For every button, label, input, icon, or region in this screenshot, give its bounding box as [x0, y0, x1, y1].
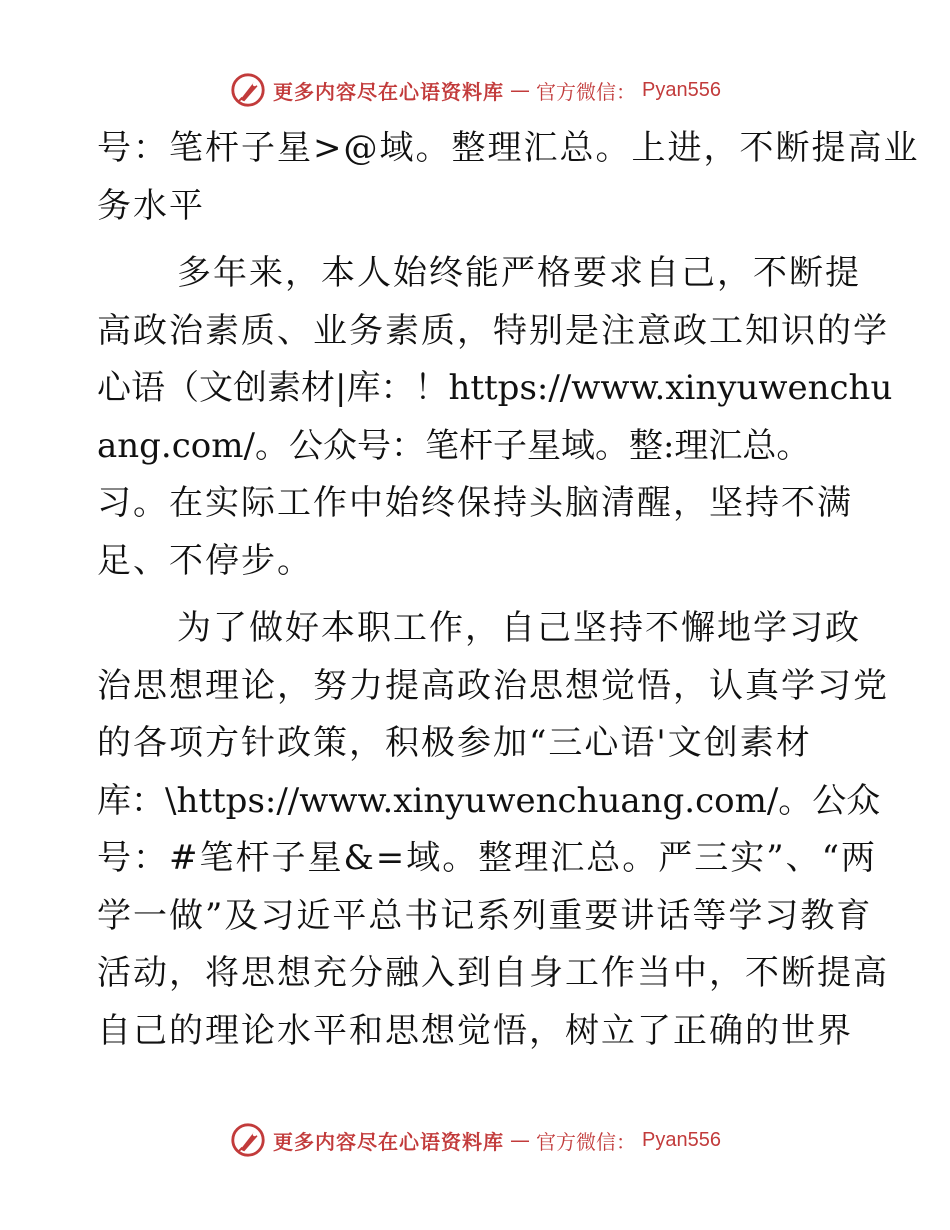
banner-wechat-id: Pyan556 — [642, 78, 721, 101]
text-line: 自己的理论水平和思想觉悟，树立了正确的世界 — [97, 1010, 853, 1051]
banner-wechat-id: Pyan556 — [642, 1128, 721, 1151]
text-line: 高政治素质、业务素质，特别是注意政工知识的学 — [97, 310, 889, 351]
text-line: 习。在实际工作中始终保持头脑清醒，坚持不满 — [97, 483, 853, 523]
footer-banner — [0, 1120, 950, 1160]
text-line: 为了做好本职工作，自己坚持不懈地学习政 — [177, 608, 861, 648]
banner-separator: — — [510, 1128, 531, 1152]
banner-brand-text: 更多内容尽在心语资料库 — [273, 1129, 505, 1154]
text-line: 活动，将思想充分融入到自身工作当中，不断提高 — [97, 953, 889, 993]
paragraph — [97, 600, 889, 1060]
text-line: 治思想理论，努力提高政治思想觉悟，认真学习党 — [97, 665, 889, 706]
text-line: 足、不停步。 — [97, 540, 313, 581]
pen-nib-logo-icon — [229, 71, 267, 109]
paragraph — [97, 245, 893, 590]
banner-separator: — — [510, 78, 531, 102]
text-line: 号：#笔杆子星&=域。整理汇总。严三实”、“两 — [97, 838, 878, 878]
text-line: 学一做”及习近平总书记系列重要讲话等学习教育 — [97, 895, 873, 936]
text-line: 多年来，本人始终能严格要求自己，不断提 — [177, 253, 861, 293]
text-line: 心语（文创素材|库：！https://www.xinyuwenchu — [97, 368, 893, 408]
banner-wechat-label: 官方微信： — [536, 79, 637, 104]
text-line: 号：笔杆子星>@域。整理汇总。上进，不断提高业 — [97, 128, 920, 168]
paragraph — [97, 120, 920, 235]
text-line: ang.com/。公众号：笔杆子星域。整:理汇总。 — [97, 425, 811, 466]
banner-wechat-label: 官方微信： — [536, 1129, 637, 1154]
header-banner — [0, 70, 950, 110]
text-line: 的各项方针政策，积极参加“三心语'文创素材 — [97, 723, 812, 763]
document-body — [97, 120, 920, 1060]
banner-brand-text: 更多内容尽在心语资料库 — [273, 79, 505, 104]
text-line: 务水平 — [97, 185, 205, 226]
text-line: 库：\https://www.xinyuwenchuang.com/。公众 — [97, 780, 881, 821]
pen-nib-logo-icon — [229, 1121, 267, 1159]
